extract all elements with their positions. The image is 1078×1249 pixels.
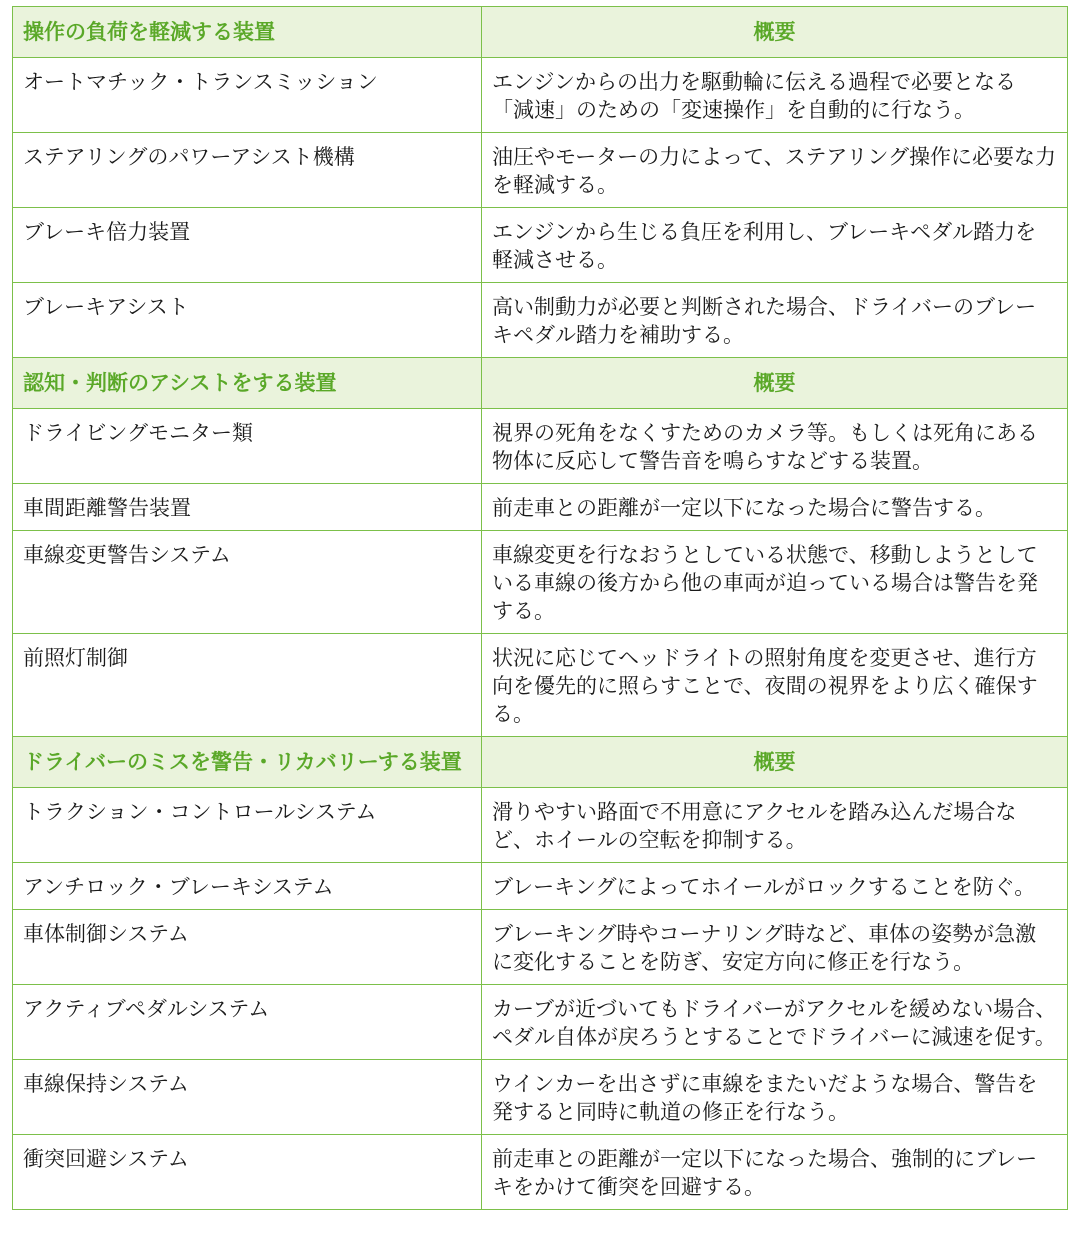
table-row bbox=[13, 910, 1068, 985]
device-name: アクティブペダルシステム bbox=[13, 985, 482, 1060]
safety-device-table bbox=[12, 6, 1068, 1210]
device-name: 車線変更警告システム bbox=[13, 531, 482, 634]
device-name: オートマチック・トランスミッション bbox=[13, 58, 482, 133]
device-description: 前走車との距離が一定以下になった場合、強制的にブレーキをかけて衝突を回避する。 bbox=[482, 1135, 1068, 1210]
table-row bbox=[13, 283, 1068, 358]
table-row bbox=[13, 58, 1068, 133]
table-row bbox=[13, 531, 1068, 634]
device-description: 前走車との距離が一定以下になった場合に警告する。 bbox=[482, 484, 1068, 531]
section-title: 認知・判断のアシストをする装置 bbox=[13, 358, 482, 409]
device-name: ステアリングのパワーアシスト機構 bbox=[13, 133, 482, 208]
overview-header: 概要 bbox=[482, 358, 1068, 409]
device-name: 車線保持システム bbox=[13, 1060, 482, 1135]
section-header bbox=[13, 7, 1068, 58]
table-row bbox=[13, 1135, 1068, 1210]
table-row bbox=[13, 863, 1068, 910]
device-name: ドライビングモニター類 bbox=[13, 409, 482, 484]
table-row bbox=[13, 409, 1068, 484]
section-header bbox=[13, 358, 1068, 409]
device-name: ブレーキ倍力装置 bbox=[13, 208, 482, 283]
device-description: エンジンから生じる負圧を利用し、ブレーキペダル踏力を軽減させる。 bbox=[482, 208, 1068, 283]
device-name: 前照灯制御 bbox=[13, 634, 482, 737]
device-description: 状況に応じてヘッドライトの照射角度を変更させ、進行方向を優先的に照らすことで、夜間の視界をより広く確保する。 bbox=[482, 634, 1068, 737]
device-name: トラクション・コントロールシステム bbox=[13, 788, 482, 863]
device-name: ブレーキアシスト bbox=[13, 283, 482, 358]
device-description: カーブが近づいてもドライバーがアクセルを緩めない場合、ペダル自体が戻ろうとすることでドライバーに減速を促す。 bbox=[482, 985, 1068, 1060]
device-name: 車体制御システム bbox=[13, 910, 482, 985]
table-row bbox=[13, 133, 1068, 208]
section-title: ドライバーのミスを警告・リカバリーする装置 bbox=[13, 737, 482, 788]
table-row bbox=[13, 484, 1068, 531]
section-title: 操作の負荷を軽減する装置 bbox=[13, 7, 482, 58]
table-row bbox=[13, 634, 1068, 737]
device-description: ブレーキングによってホイールがロックすることを防ぐ。 bbox=[482, 863, 1068, 910]
device-name: 車間距離警告装置 bbox=[13, 484, 482, 531]
overview-header: 概要 bbox=[482, 737, 1068, 788]
table-row bbox=[13, 788, 1068, 863]
device-description: 車線変更を行なおうとしている状態で、移動しようとしている車線の後方から他の車両が迫っている場合は警告を発する。 bbox=[482, 531, 1068, 634]
table-row bbox=[13, 1060, 1068, 1135]
device-description: ブレーキング時やコーナリング時など、車体の姿勢が急激に変化することを防ぎ、安定方向に修正を行なう。 bbox=[482, 910, 1068, 985]
device-name: 衝突回避システム bbox=[13, 1135, 482, 1210]
device-name: アンチロック・ブレーキシステム bbox=[13, 863, 482, 910]
device-description: エンジンからの出力を駆動輪に伝える過程で必要となる「減速」のための「変速操作」を自動的に行なう。 bbox=[482, 58, 1068, 133]
device-description: 視界の死角をなくすためのカメラ等。もしくは死角にある物体に反応して警告音を鳴らすなどする装置。 bbox=[482, 409, 1068, 484]
overview-header: 概要 bbox=[482, 7, 1068, 58]
device-description: 高い制動力が必要と判断された場合、ドライバーのブレーキペダル踏力を補助する。 bbox=[482, 283, 1068, 358]
table-row bbox=[13, 208, 1068, 283]
device-description: ウインカーを出さずに車線をまたいだような場合、警告を発すると同時に軌道の修正を行なう。 bbox=[482, 1060, 1068, 1135]
device-description: 油圧やモーターの力によって、ステアリング操作に必要な力を軽減する。 bbox=[482, 133, 1068, 208]
device-description: 滑りやすい路面で不用意にアクセルを踏み込んだ場合など、ホイールの空転を抑制する。 bbox=[482, 788, 1068, 863]
section-header bbox=[13, 737, 1068, 788]
table-row bbox=[13, 985, 1068, 1060]
